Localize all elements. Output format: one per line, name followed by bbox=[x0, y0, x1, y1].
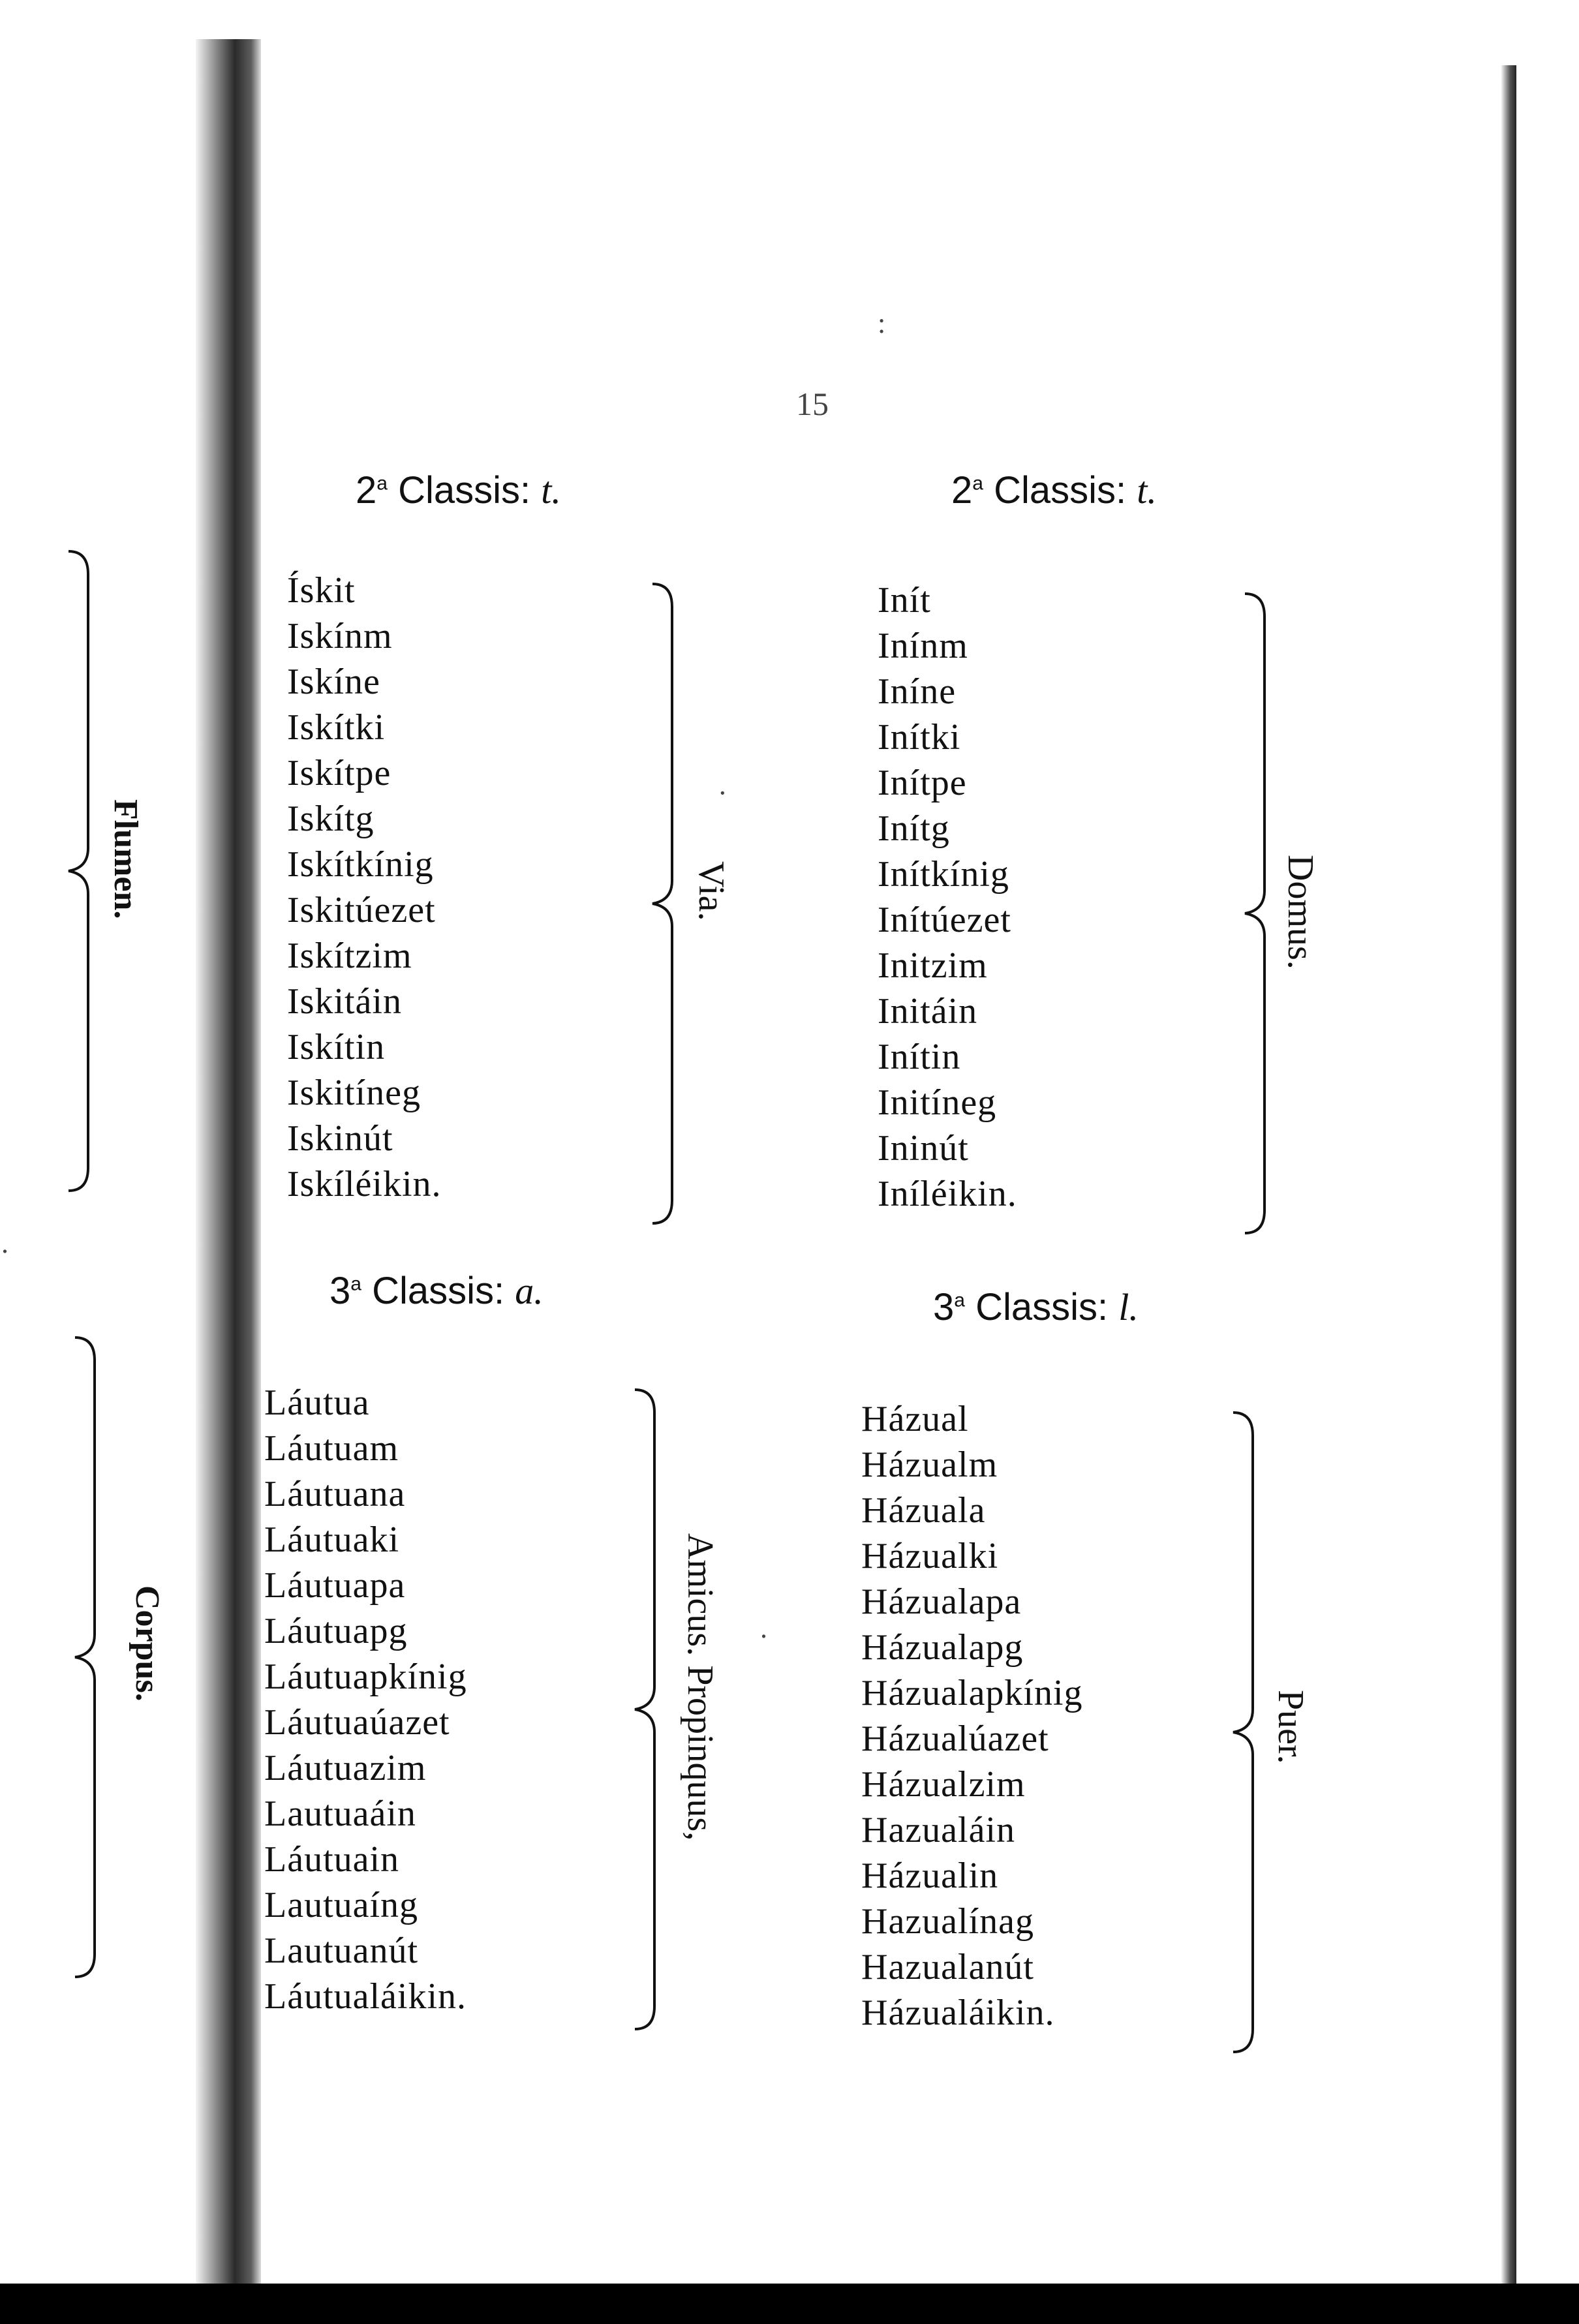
section-heading bbox=[356, 468, 561, 512]
list-item: Iníléikin. bbox=[878, 1174, 1017, 1214]
heading-sup: a bbox=[954, 1289, 965, 1311]
list-item: Inítg bbox=[878, 808, 950, 849]
margin-mark: . bbox=[760, 1612, 767, 1644]
gloss: Domus. bbox=[1280, 855, 1321, 970]
brace bbox=[646, 581, 685, 1227]
section-heading bbox=[933, 1285, 1139, 1329]
list-item: Iskitíneg bbox=[287, 1073, 421, 1113]
heading-letter: t. bbox=[1137, 469, 1157, 512]
declension-list bbox=[861, 1396, 1083, 2036]
list-item: Iskítkínig bbox=[287, 844, 434, 885]
declension-list bbox=[878, 577, 1017, 1217]
heading-sup: a bbox=[376, 472, 388, 495]
heading-letter: t. bbox=[541, 469, 561, 512]
margin-mark: · bbox=[718, 777, 728, 809]
page-number: 15 bbox=[796, 386, 829, 422]
list-item: Initíneg bbox=[878, 1082, 997, 1123]
heading-ordinal: 2 bbox=[356, 469, 377, 512]
list-item: Házual bbox=[861, 1399, 969, 1439]
list-item: Inít bbox=[878, 580, 931, 620]
list-item: Initzim bbox=[878, 945, 988, 986]
list-item: Hazualínag bbox=[861, 1901, 1034, 1942]
list-item: Ískit bbox=[287, 570, 356, 611]
list-item: Házualapa bbox=[861, 1582, 1022, 1622]
heading-word: Classis: bbox=[372, 1270, 505, 1312]
heading-ordinal: 3 bbox=[933, 1286, 955, 1328]
list-item: Initáin bbox=[878, 991, 978, 1032]
margin-mark: . bbox=[1, 1227, 8, 1259]
list-item: Iskitúezet bbox=[287, 890, 436, 930]
list-item: Láutuam bbox=[264, 1428, 399, 1469]
heading-letter: a. bbox=[515, 1270, 544, 1312]
section-heading bbox=[951, 468, 1157, 512]
list-item: Inínm bbox=[878, 626, 968, 666]
list-item: Iskítpe bbox=[287, 753, 391, 793]
list-item: Házualm bbox=[861, 1445, 998, 1485]
list-item: Házualúazet bbox=[861, 1719, 1049, 1759]
section-heading bbox=[330, 1269, 544, 1313]
list-item: Inítúezet bbox=[878, 900, 1011, 940]
list-item: Ininút bbox=[878, 1128, 969, 1169]
heading-letter: l. bbox=[1118, 1286, 1139, 1328]
list-item: Iskinút bbox=[287, 1118, 393, 1159]
list-item: Inítki bbox=[878, 717, 961, 757]
heading-word: Classis: bbox=[975, 1286, 1109, 1328]
heading-ordinal: 2 bbox=[951, 469, 973, 512]
declension-list bbox=[264, 1380, 467, 2019]
list-item: Iskítg bbox=[287, 799, 375, 839]
list-item: Házualáikin. bbox=[861, 1993, 1055, 2033]
gloss: Amicus. Propinquus, bbox=[680, 1533, 720, 1841]
page-edge bbox=[1501, 65, 1516, 2284]
list-item: Hazualáin bbox=[861, 1810, 1015, 1850]
list-item: Iskíne bbox=[287, 662, 380, 702]
declension-list bbox=[287, 568, 442, 1207]
list-item: Házuala bbox=[861, 1490, 986, 1531]
list-item: Hazualanút bbox=[861, 1947, 1034, 1987]
heading-sup: a bbox=[972, 472, 983, 495]
list-item: Lautuanút bbox=[264, 1931, 419, 1971]
list-item: Láutuapa bbox=[264, 1565, 406, 1606]
list-item: Inítpe bbox=[878, 763, 967, 803]
list-item: Láutuaúazet bbox=[264, 1702, 450, 1743]
list-item: Lautuaíng bbox=[264, 1885, 419, 1925]
list-item: Iskítin bbox=[287, 1027, 386, 1067]
list-item: Iskitáin bbox=[287, 981, 402, 1022]
brace bbox=[628, 1386, 667, 2032]
facing-brace-top bbox=[62, 548, 101, 1194]
gloss: Puer. bbox=[1270, 1690, 1311, 1764]
list-item: Házualapkínig bbox=[861, 1673, 1083, 1713]
list-item: Láutuaki bbox=[264, 1520, 400, 1560]
list-item: Láutuazim bbox=[264, 1748, 427, 1788]
list-item: Házualki bbox=[861, 1536, 999, 1576]
list-item: Láutuana bbox=[264, 1474, 406, 1514]
list-item: Láutuapkínig bbox=[264, 1657, 467, 1697]
heading-word: Classis: bbox=[994, 469, 1127, 512]
list-item: Iskítki bbox=[287, 707, 386, 748]
scan-border bbox=[0, 2284, 1579, 2324]
heading-ordinal: 3 bbox=[330, 1270, 351, 1312]
list-item: Iskíléikin. bbox=[287, 1164, 442, 1204]
brace bbox=[1238, 590, 1278, 1236]
list-item: Iskínm bbox=[287, 616, 393, 656]
book-gutter bbox=[196, 39, 261, 2284]
margin-mark: : bbox=[878, 307, 886, 339]
list-item: Iníne bbox=[878, 671, 957, 712]
heading-sup: a bbox=[350, 1273, 361, 1295]
list-item: Láutuain bbox=[264, 1839, 400, 1880]
list-item: Házualin bbox=[861, 1856, 999, 1896]
list-item: Láutualáikin. bbox=[264, 1976, 467, 2017]
list-item: Inítkínig bbox=[878, 854, 1009, 894]
list-item: Iskítzim bbox=[287, 936, 412, 976]
facing-brace-bottom bbox=[69, 1334, 108, 1980]
brace bbox=[1227, 1409, 1266, 2055]
list-item: Láutua bbox=[264, 1383, 370, 1423]
gloss: Via. bbox=[691, 861, 731, 921]
list-item: Lautuaáin bbox=[264, 1794, 416, 1834]
facing-gloss-flumen: Flumen. bbox=[107, 799, 144, 919]
list-item: Házualzim bbox=[861, 1764, 1026, 1805]
list-item: Házualapg bbox=[861, 1627, 1024, 1668]
facing-gloss-corpus: Corpus. bbox=[129, 1585, 166, 1702]
list-item: Inítin bbox=[878, 1037, 961, 1077]
heading-word: Classis: bbox=[398, 469, 531, 512]
list-item: Láutuapg bbox=[264, 1611, 408, 1651]
